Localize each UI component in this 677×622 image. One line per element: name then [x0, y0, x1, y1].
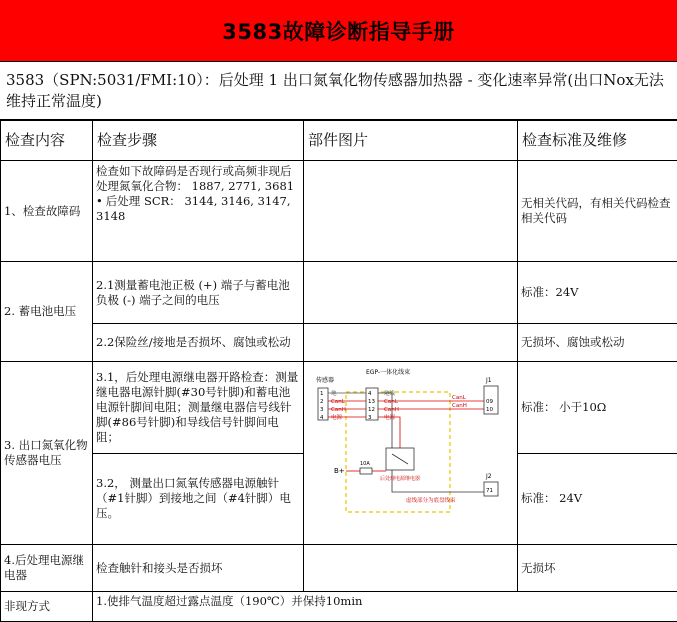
egp-wire-label: CanH: [384, 407, 399, 413]
title-banner: [0, 0, 677, 62]
table-row: [1, 362, 677, 454]
sensor-pin: 4: [320, 415, 324, 421]
relay-label: 后处理电源继电器: [380, 475, 420, 482]
row5-content: 非现方式: [1, 592, 93, 622]
fuse-label: 10A: [360, 461, 370, 467]
row3b-steps: 3.2， 测量出口氮氧传感器电源触针（#1针脚）到接地之间（#4针脚）电压。: [93, 453, 304, 545]
egp-wire-label: CanL: [384, 399, 399, 405]
row1-image: [304, 161, 518, 262]
table-row: [1, 592, 677, 622]
bullet-glyph: •: [96, 194, 103, 208]
header-part-image: 部件图片: [304, 121, 518, 161]
row1-steps-text: 检查如下故障码是否现行或高频非现后处理氮氧化合物： 1887, 2771, 3681: [96, 164, 300, 194]
j2-label: J2: [485, 473, 492, 480]
table-row: [1, 161, 677, 262]
row1-steps: [93, 161, 304, 262]
row2b-standard: 无损坏、腐蚀或松动: [518, 324, 677, 362]
egp-pin: 12: [368, 407, 375, 413]
bplus-label: B+: [334, 467, 345, 475]
row2b-steps: 2.2保险丝/接地是否损坏、腐蚀或松动: [93, 324, 304, 362]
egp-label: EGP-一体化线束: [366, 368, 410, 376]
row2b-image: [304, 324, 518, 362]
wire-power-relay: [378, 417, 400, 448]
row3-content: 3. 出口氮氧化物传感器电压: [1, 362, 93, 545]
row2a-standard: 标准：24V: [518, 262, 677, 324]
fuse: [360, 468, 372, 474]
row2a-steps: 2.1测量蓄电池正极 (+) 端子与蓄电池负极 (-) 端子之间的电压: [93, 262, 304, 324]
row3a-standard: 标准： 小于10Ω: [518, 362, 677, 454]
egp-wire-label: 电源: [384, 413, 396, 421]
table-row: [1, 324, 677, 362]
sensor-wire-label: CanH: [331, 407, 346, 413]
sensor-label: 传感器: [316, 376, 334, 384]
sensor-pin: 1: [320, 391, 324, 397]
sensor-wire-label: CanL: [331, 399, 346, 405]
table-header-row: [1, 121, 677, 161]
sensor-pin: 3: [320, 407, 324, 413]
row4-content: 4.后处理电源继电器: [1, 545, 93, 592]
fault-description: 3583（SPN:5031/FMI:10）：后处理 1 出口氮氧化物传感器加热器 - 变化速率异常(出口Nox无法维持正常温度): [0, 62, 677, 120]
header-standard: 检查标准及维修: [518, 121, 677, 161]
wiring-diagram: [304, 362, 516, 540]
egp-wire-label: 地线: [384, 389, 396, 397]
sensor-wire-label: 电源: [331, 413, 343, 421]
table-row: [1, 262, 677, 324]
sensor-pin: 2: [320, 399, 324, 405]
j1-label: J1: [485, 377, 492, 384]
sensor-wire-label: 地: [331, 389, 337, 397]
row3a-steps: 3.1，后处理电源继电器开路检查：测量继电器电源针脚(#30号针脚)和蓄电池电源针脚间电阻；测量继电器信号线针脚(#86号针脚)和导线信号针脚间电阻；: [93, 362, 304, 454]
row1-steps-scr: [96, 194, 300, 224]
table-row: [1, 545, 677, 592]
egp-pin: 13: [368, 399, 375, 405]
diagram-note: 虚线部分为底盘线束: [406, 496, 456, 504]
row2-content: 2. 蓄电池电压: [1, 262, 93, 362]
row1-scr-codes: 后处理 SCR： 3144, 3146, 3147, 3148: [96, 194, 291, 223]
j2-pin: 71: [486, 488, 493, 494]
row5-steps: 1.使排气温度超过露点温度（190℃）并保持10min: [93, 592, 677, 622]
row1-standard: 无相关代码，有相关代码检查相关代码: [518, 161, 677, 262]
diagnosis-table: [0, 120, 677, 622]
row2a-image: [304, 262, 518, 324]
page-title: 3583故障诊断指导手册: [222, 16, 454, 46]
row3b-standard: 标准： 24V: [518, 453, 677, 545]
egp-pin: 3: [368, 415, 372, 421]
row4-image: [304, 545, 518, 592]
row4-standard: 无损坏: [518, 545, 677, 592]
header-check-content: 检查内容: [1, 121, 93, 161]
egp-pin: 4: [368, 391, 372, 397]
wiring-diagram-cell: [304, 362, 518, 545]
j1-pin: 10: [486, 407, 493, 413]
j1-pin: 09: [486, 399, 493, 405]
row4-steps: 检查触针和接头是否损坏: [93, 545, 304, 592]
j1-wire-label: CanH: [452, 403, 467, 409]
header-check-steps: 检查步骤: [93, 121, 304, 161]
row1-content: 1、检查故障码: [1, 161, 93, 262]
j1-wire-label: CanL: [452, 395, 467, 401]
